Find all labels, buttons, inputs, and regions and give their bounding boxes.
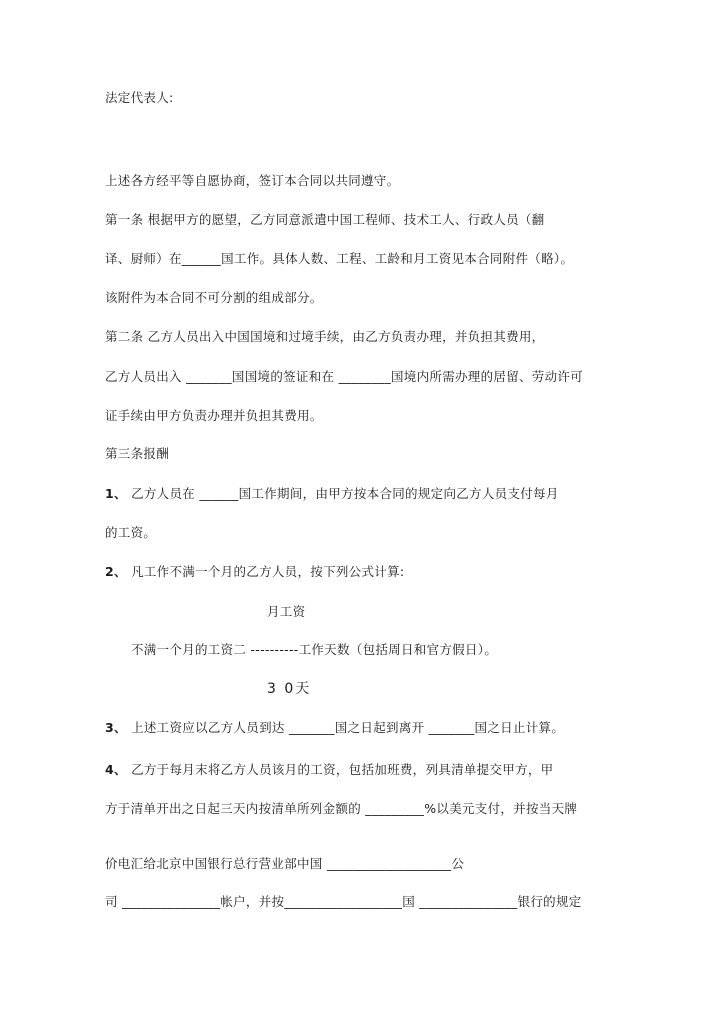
- formula-main: 不满一个月的工资二 ----------工作天数（包括周日和官方假日）。: [131, 642, 498, 657]
- clause-1-number: 1、: [105, 486, 127, 501]
- clause-2-text: 凡工作不满一个月的乙方人员，按下列公式计算:: [126, 564, 405, 579]
- article-3-heading: 第三条报酬: [105, 446, 170, 461]
- article-1-line-2: 译、厨师）在______国工作。具体人数、工程、工龄和月工资见本合同附件（略）。: [105, 251, 574, 266]
- clause-4-text: 乙方于每月末将乙方人员该月的工资，包括加班费，列具清单提交甲方，甲: [126, 762, 554, 777]
- clause-3-line: [105, 720, 564, 736]
- clause-2-line-1: [105, 564, 404, 580]
- clause-2-number: 2、: [105, 564, 127, 579]
- article-1-line-1: 第一条 根据甲方的愿望，乙方同意派遣中国工程师、技术工人、行政人员（翻: [105, 212, 545, 227]
- article-2-line-3: 证手续由甲方负责办理并负担其费用。: [105, 408, 323, 423]
- clause-4-line-4: 司 _______________帐户，并按__________________国 _______________银行的规定: [105, 894, 582, 909]
- preamble-text: 上述各方经平等自愿协商，签订本合同以共同遵守。: [105, 173, 400, 188]
- formula-numerator: 月工资: [267, 604, 306, 619]
- article-2-line-2: 乙方人员出入 _______国国境的签证和在 ________国境内所需办理的居留、劳动许可: [105, 369, 583, 384]
- clause-3-text: 上述工资应以乙方人员到达 _______国之日起到离开 _______国之日止计算。: [126, 720, 565, 735]
- clause-1-line-2: 的工资。: [105, 525, 157, 540]
- clause-3-number: 3、: [105, 720, 127, 735]
- clause-4-number: 4、: [105, 762, 127, 777]
- clause-4-line-1: [105, 762, 554, 778]
- clause-1-text: 乙方人员在 ______国工作期间，由甲方按本合同的规定向乙方人员支付每月: [126, 486, 559, 501]
- legal-representative-label: 法定代表人:: [105, 90, 174, 105]
- formula-denominator: 3 0天: [267, 681, 312, 697]
- article-1-line-3: 该附件为本合同不可分割的组成部分。: [105, 290, 323, 305]
- clause-1-line-1: [105, 486, 559, 502]
- article-2-line-1: 第二条 乙方人员出入中国国境和过境手续，由乙方负责办理，并负担其费用，: [105, 329, 545, 344]
- clause-4-line-3: 价电汇给北京中国银行总行营业部中国 ___________________公: [105, 856, 465, 871]
- clause-4-line-2: 方于清单开出之日起三天内按清单所列金额的 _________%以美元支付，并按当天牌: [105, 801, 578, 816]
